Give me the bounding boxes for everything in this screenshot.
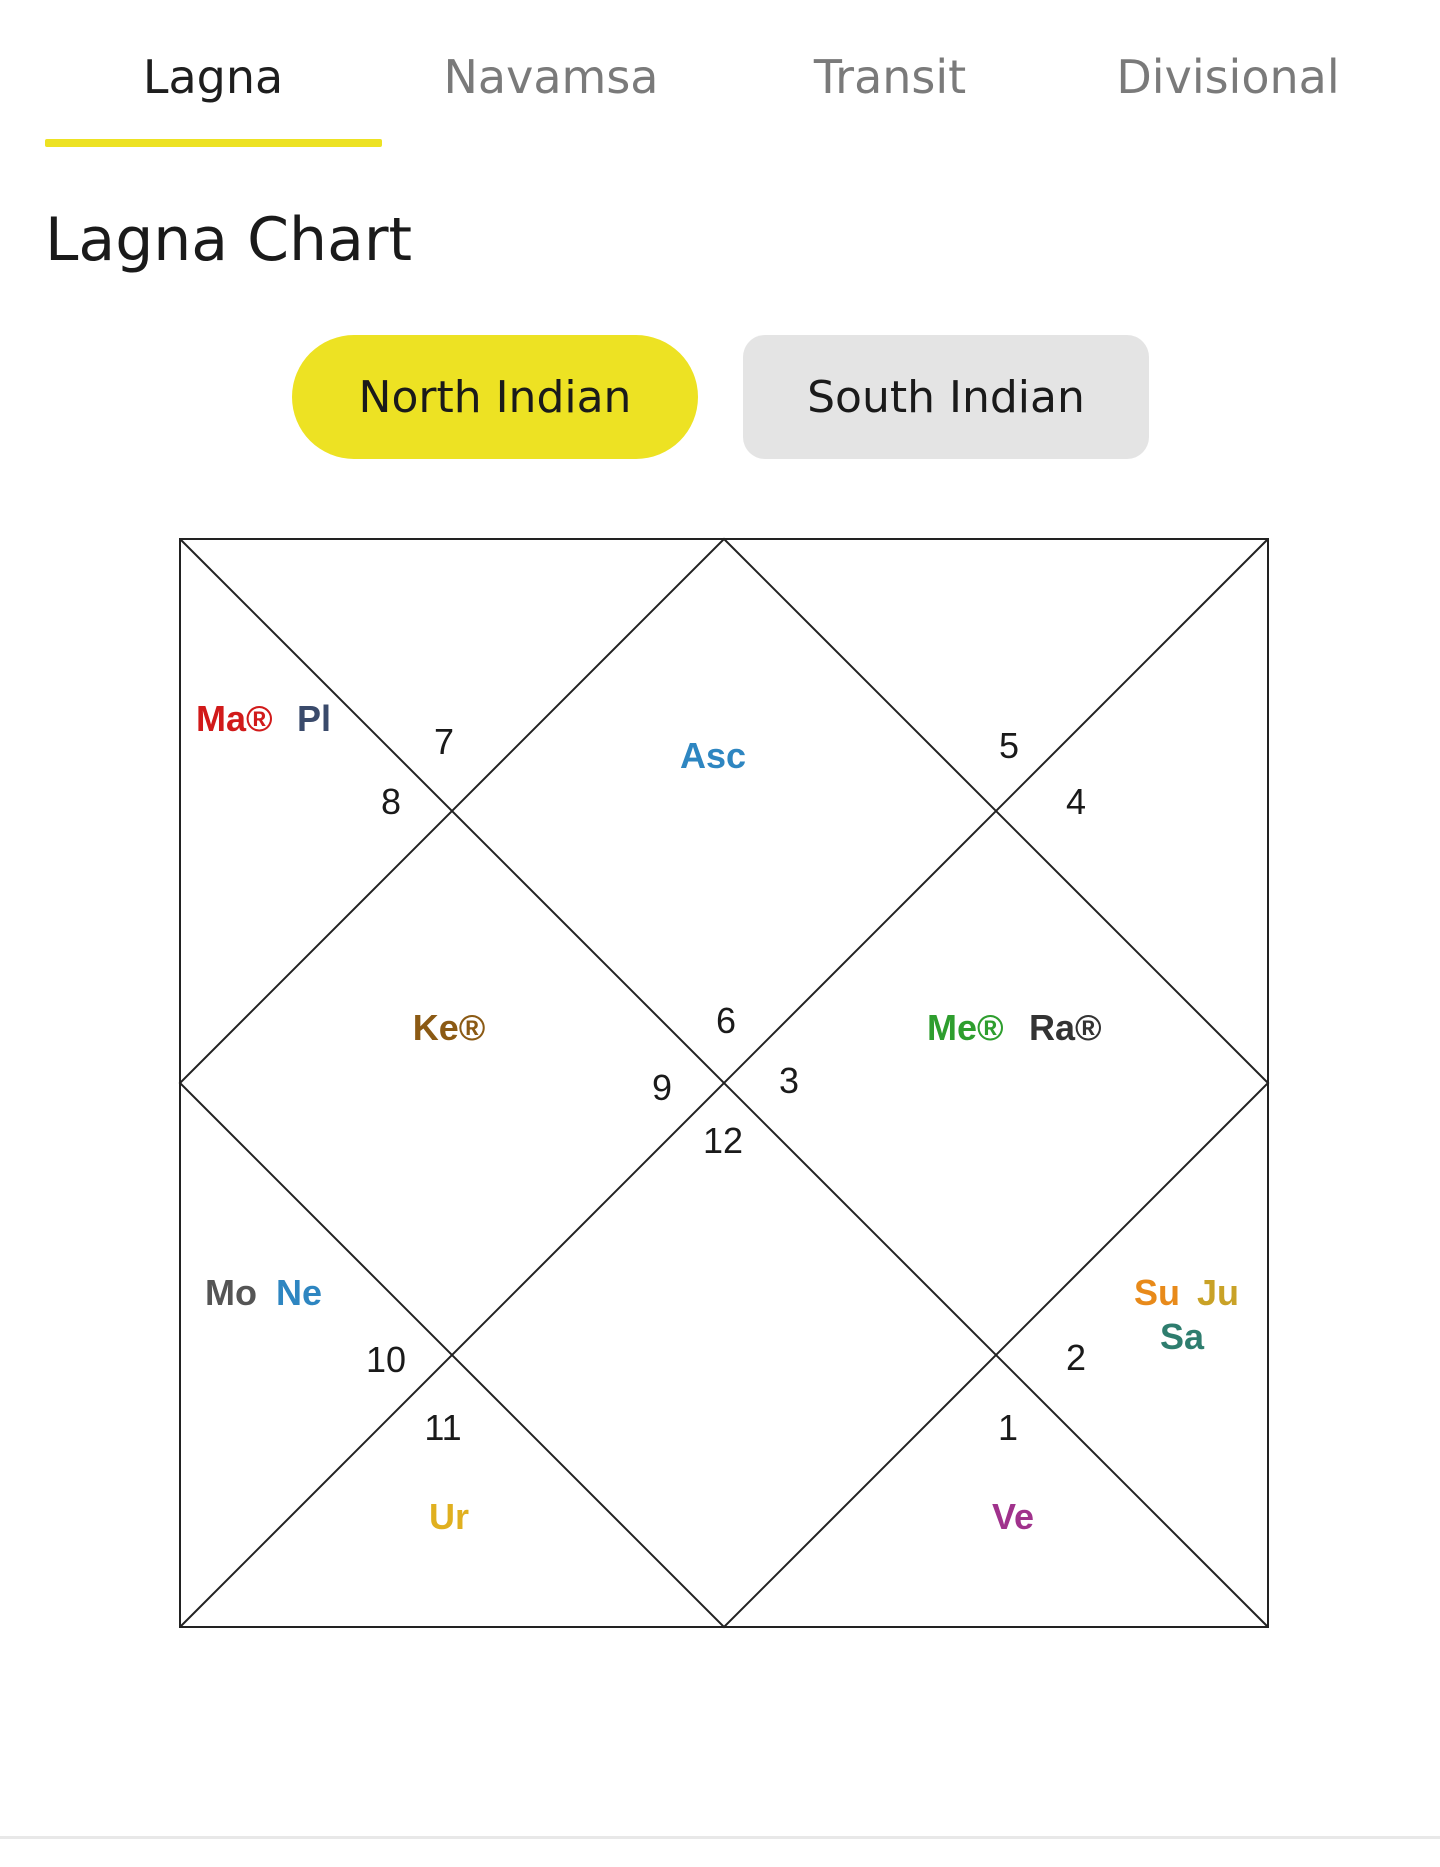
house-number: 3 bbox=[778, 1060, 800, 1101]
planet-label: Sa bbox=[1159, 1316, 1205, 1357]
house-number: 9 bbox=[651, 1067, 673, 1108]
planet-label: Ve bbox=[991, 1496, 1035, 1537]
planet-label: Mo bbox=[205, 1272, 257, 1313]
planet-label: Me® bbox=[927, 1007, 1004, 1048]
house-number: 10 bbox=[365, 1339, 407, 1380]
house-number: 7 bbox=[433, 721, 455, 762]
tab-lagna[interactable]: Lagna bbox=[142, 50, 284, 104]
planet-label: Ne bbox=[276, 1272, 323, 1313]
planet-label: Ma® bbox=[196, 698, 273, 739]
planet-label: Su bbox=[1134, 1272, 1181, 1313]
bottom-divider bbox=[0, 1836, 1440, 1839]
house-number: 8 bbox=[380, 781, 402, 822]
house-number: 5 bbox=[998, 725, 1020, 766]
south-indian-button[interactable]: South Indian bbox=[743, 335, 1149, 459]
planet-label: Ke® bbox=[412, 1007, 486, 1048]
planet-label: Asc bbox=[679, 735, 747, 776]
house-number: 2 bbox=[1065, 1337, 1087, 1378]
house-number: 6 bbox=[715, 1000, 737, 1041]
house-number: 1 bbox=[997, 1407, 1019, 1448]
tab-transit[interactable]: Transit bbox=[813, 50, 967, 104]
page-title: Lagna Chart bbox=[45, 205, 413, 275]
house-number: 4 bbox=[1065, 781, 1087, 822]
planet-label: Ur bbox=[428, 1496, 470, 1537]
planet-label: Ra® bbox=[1029, 1007, 1102, 1048]
tab-divisional[interactable]: Divisional bbox=[1116, 50, 1340, 104]
planet-label: Ju bbox=[1197, 1272, 1240, 1313]
tab-navamsa[interactable]: Navamsa bbox=[443, 50, 659, 104]
north-indian-button[interactable]: North Indian bbox=[292, 335, 698, 459]
chart-grid bbox=[180, 539, 1268, 1627]
planet-label: Pl bbox=[297, 698, 332, 739]
house-number: 11 bbox=[424, 1407, 462, 1448]
house-number: 12 bbox=[702, 1120, 744, 1161]
